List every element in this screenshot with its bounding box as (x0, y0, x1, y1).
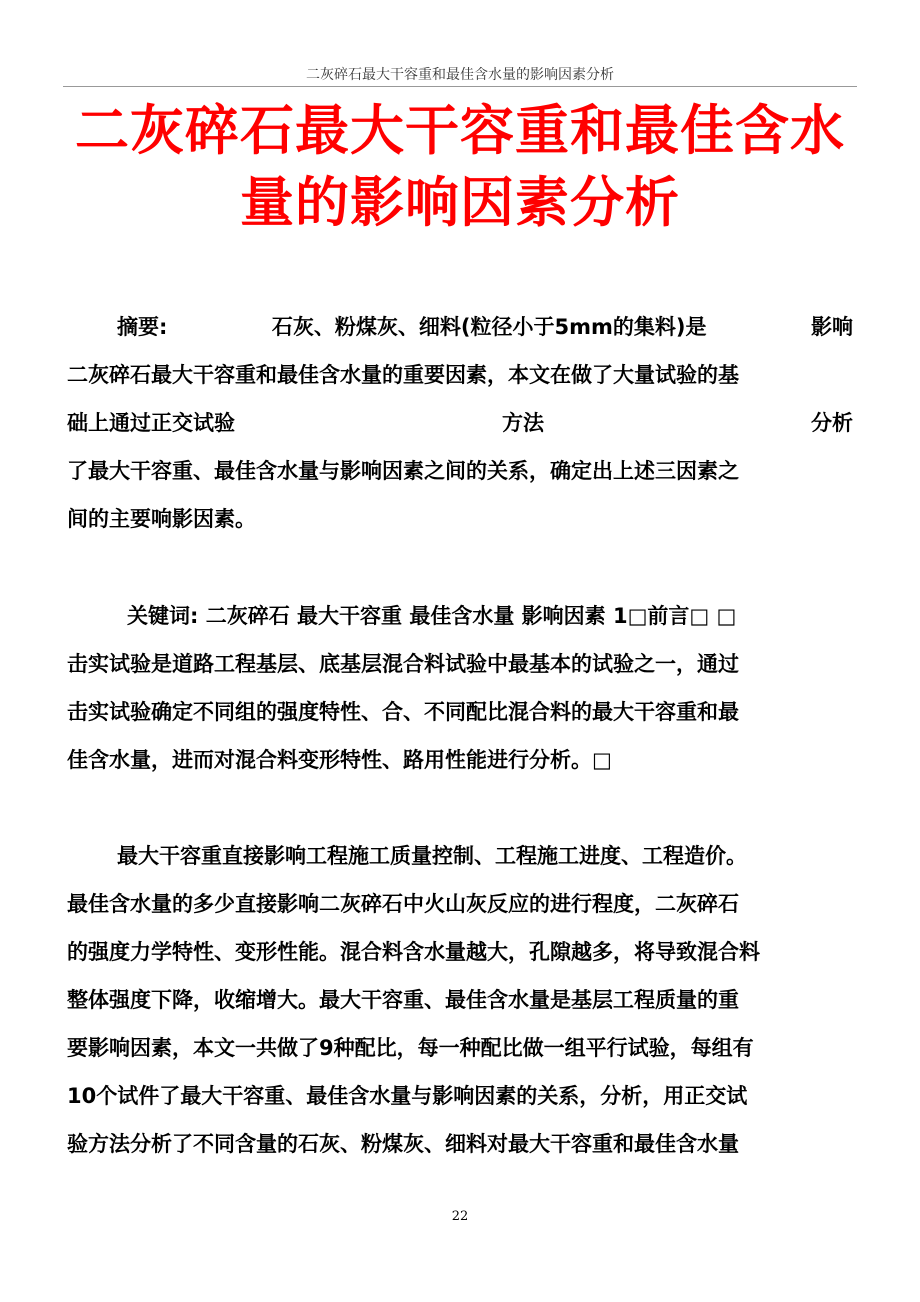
title-line-1: 二灰碎石最大干容重和最佳含水 (75, 99, 845, 162)
document-title (60, 95, 860, 239)
body-line-2: 最佳含水量的多少直接影响二灰碎石中火山灰反应的进行程度，二灰碎石 (67, 892, 739, 916)
page-number: 22 (451, 1209, 469, 1224)
running-header: 二灰碎石最大干容重和最佳含水量的影响因素分析 (306, 67, 614, 83)
body-line-6: 10个试件了最大干容重、最佳含水量与影响因素的关系，分析，用正交试 (67, 1084, 748, 1108)
keywords-line-2: 击实试验是道路工程基层、底基层混合料试验中最基本的试验之一，通过 (67, 652, 739, 676)
abstract-text-3a: 础上通过正交试验 (67, 411, 235, 435)
body-line-7: 验方法分析了不同含量的石灰、粉煤灰、细料对最大干容重和最佳含水量 (67, 1132, 739, 1156)
body-line-5: 要影响因素，本文一共做了9种配比，每一种配比做一组平行试验，每组有 (67, 1036, 754, 1060)
abstract-line-1 (67, 303, 853, 351)
body-line-4: 整体强度下降，收缩增大。最大干容重、最佳含水量是基层工程质量的重 (67, 988, 739, 1012)
header-rule (63, 86, 857, 87)
keywords-line-4: 佳含水量，进而对混合料变形特性、路用性能进行分析。□ (67, 748, 612, 772)
body-line-3: 的强度力学特性、变形性能。混合料含水量越大，孔隙越多，将导致混合料 (67, 940, 760, 964)
abstract-text-3c: 分析 (811, 411, 853, 435)
abstract-line-2: 二灰碎石最大干容重和最佳含水量的重要因素，本文在做了大量试验的基 (67, 363, 739, 387)
abstract-line-4: 了最大干容重、最佳含水量与影响因素之间的关系，确定出上述三因素之 (67, 459, 739, 483)
body-line-1 (67, 832, 853, 880)
keywords-line-3: 击实试验确定不同组的强度特性、合、不同配比混合料的最大干容重和最 (67, 700, 739, 724)
body-text-1: 最大干容重直接影响工程施工质量控制、工程施工进度、工程造价。 (117, 844, 747, 868)
abstract-text-1b: 影响 (810, 315, 853, 339)
keywords-paragraph (67, 592, 853, 784)
abstract-text-1a: 石灰、粉煤灰、细料(粒径小于5mm的集料)是 (271, 315, 707, 339)
keywords-text-1: 关键词: 二灰碎石 最大干容重 最佳含水量 影响因素 1□前言□ □ (127, 604, 737, 628)
abstract-line-5: 间的主要响影因素。 (67, 507, 256, 531)
abstract-text-3b: 方法 (502, 411, 544, 435)
body-paragraph (67, 832, 853, 1168)
keywords-line-1 (67, 592, 853, 640)
abstract-paragraph (67, 303, 853, 543)
title-line-2: 量的影响因素分析 (240, 171, 680, 234)
abstract-line-3 (67, 399, 853, 447)
abstract-label: 摘要: (117, 315, 168, 339)
